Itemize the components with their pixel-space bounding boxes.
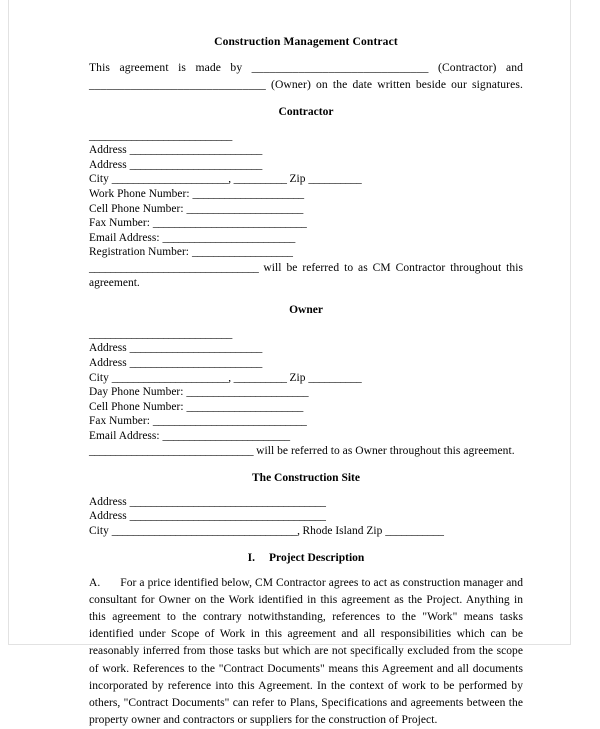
contractor-name-blank: ___________________________ — [89, 129, 232, 142]
page-title: Construction Management Contract — [214, 36, 398, 48]
section-number: I. — [247, 551, 256, 564]
owner-refer-line — [89, 444, 523, 460]
field-blank: _____________________________ — [152, 217, 307, 230]
contractor-refer-text: will be referred to as CM Contractor throughout this — [263, 261, 523, 274]
field-blank: _____________________________ — [152, 415, 307, 428]
zip-label: Zip — [289, 371, 306, 384]
contractor-cell-phone-field[interactable] — [89, 202, 523, 217]
field-label: Fax Number: — [89, 415, 150, 428]
owner-email-field[interactable] — [89, 429, 523, 444]
contractor-city-zip-field[interactable] — [89, 172, 523, 187]
field-label: Email Address: — [89, 429, 160, 442]
field-label: Address — [89, 356, 127, 369]
page-frame — [8, 0, 571, 727]
field-blank: ________________________ — [162, 429, 290, 442]
zip-blank: ___________ — [385, 524, 444, 537]
contractor-fields — [89, 129, 523, 260]
field-label: Address — [89, 495, 127, 508]
field-label: Address — [89, 158, 127, 171]
document-body — [89, 0, 523, 729]
owner-address2-field[interactable] — [89, 356, 523, 371]
field-label: City — [89, 524, 109, 537]
owner-fields — [89, 327, 523, 444]
owner-refer-text: will be referred to as Owner throughout this agreement. — [256, 445, 515, 458]
zip-label: Zip — [289, 173, 306, 186]
contractor-refer-blank: ________________________________ — [89, 261, 259, 274]
contractor-email-field[interactable] — [89, 231, 523, 246]
zip-label: Rhode Island Zip — [302, 524, 383, 537]
field-blank: _______________________ — [186, 386, 309, 399]
city-blank: ______________________, — [111, 371, 231, 384]
field-label: Registration Number: — [89, 246, 190, 259]
section-heading-owner: Owner — [289, 303, 323, 316]
field-blank: ______________________ — [186, 202, 303, 215]
contractor-refer-line — [89, 261, 523, 277]
field-label: Work Phone Number: — [89, 187, 190, 200]
state-blank: __________ — [233, 173, 287, 186]
field-blank: ______________________ — [186, 400, 303, 413]
contractor-registration-field[interactable] — [89, 245, 523, 260]
section-title: Project Description — [269, 551, 365, 564]
state-blank: __________ — [233, 371, 287, 384]
contractor-work-phone-field[interactable] — [89, 187, 523, 202]
owner-refer-blank: _______________________________ — [89, 445, 254, 458]
field-label: Address — [89, 144, 127, 157]
field-blank: ___________________ — [191, 246, 293, 259]
field-label: Address — [89, 342, 127, 355]
city-blank: ______________________, — [111, 173, 231, 186]
site-city-zip-field[interactable] — [89, 524, 523, 539]
field-blank: _________________________ — [129, 158, 262, 171]
construction-site-fields — [89, 495, 523, 539]
field-label: Email Address: — [89, 231, 160, 244]
owner-fax-field[interactable] — [89, 414, 523, 429]
field-label: City — [89, 173, 109, 186]
field-label: Fax Number: — [89, 217, 150, 230]
section-heading-contractor: Contractor — [278, 105, 334, 118]
contractor-refer-tail: agreement. — [89, 277, 140, 290]
field-label: Address — [89, 510, 127, 523]
field-blank: _____________________________________ — [129, 495, 326, 508]
city-blank: ___________________________________, — [111, 524, 300, 537]
zip-blank: __________ — [308, 371, 362, 384]
section-heading-project-description — [89, 552, 523, 564]
field-blank: _________________________ — [129, 356, 262, 369]
contractor-address2-field[interactable] — [89, 158, 523, 173]
contractor-name-field[interactable] — [89, 129, 523, 144]
site-address2-field[interactable] — [89, 509, 523, 524]
contractor-fax-field[interactable] — [89, 216, 523, 231]
field-label: Cell Phone Number: — [89, 400, 184, 413]
owner-city-zip-field[interactable] — [89, 371, 523, 386]
site-address1-field[interactable] — [89, 495, 523, 510]
owner-address1-field[interactable] — [89, 341, 523, 356]
section-heading-construction-site: The Construction Site — [252, 471, 360, 484]
field-label: Cell Phone Number: — [89, 202, 184, 215]
project-description-paragraph — [89, 575, 523, 729]
owner-day-phone-field[interactable] — [89, 385, 523, 400]
field-blank: _________________________ — [162, 231, 295, 244]
owner-name-field[interactable] — [89, 327, 523, 342]
field-blank: _____________________ — [192, 187, 304, 200]
contractor-address1-field[interactable] — [89, 143, 523, 158]
field-label: Day Phone Number: — [89, 386, 184, 399]
field-blank: _____________________________________ — [129, 510, 326, 523]
field-blank: _________________________ — [129, 342, 262, 355]
owner-name-blank: ___________________________ — [89, 327, 232, 340]
field-label: City — [89, 371, 109, 384]
paragraph-item-label: A. — [89, 576, 101, 589]
field-blank: _________________________ — [129, 144, 262, 157]
owner-cell-phone-field[interactable] — [89, 400, 523, 415]
intro-paragraph: This agreement is made by ______________________________ (Contractor) and ______________________________ (Owner) on the date written beside our signatures. — [89, 60, 523, 92]
zip-blank: __________ — [308, 173, 362, 186]
paragraph-text: For a price identified below, CM Contractor agrees to act as construction manager and consultant for Owner on the Work identified in this agreement as the Project. Anything in this agreement to the contrary notwithstanding, references to the "Work" means tasks identified under Scope of Work in this agreement and all responsibilities which can be reasonably inferred from those tasks but which are not specifically excluded from the scope of work. References to the "Contract Documents" means this Agreement and all documents incorporated by reference into this Agreement. In the context of work to be performed by others, "Contract Documents" can refer to Plans, Specifications and agreements between the property owner and contractors or suppliers for the construction of Project. — [89, 576, 523, 727]
